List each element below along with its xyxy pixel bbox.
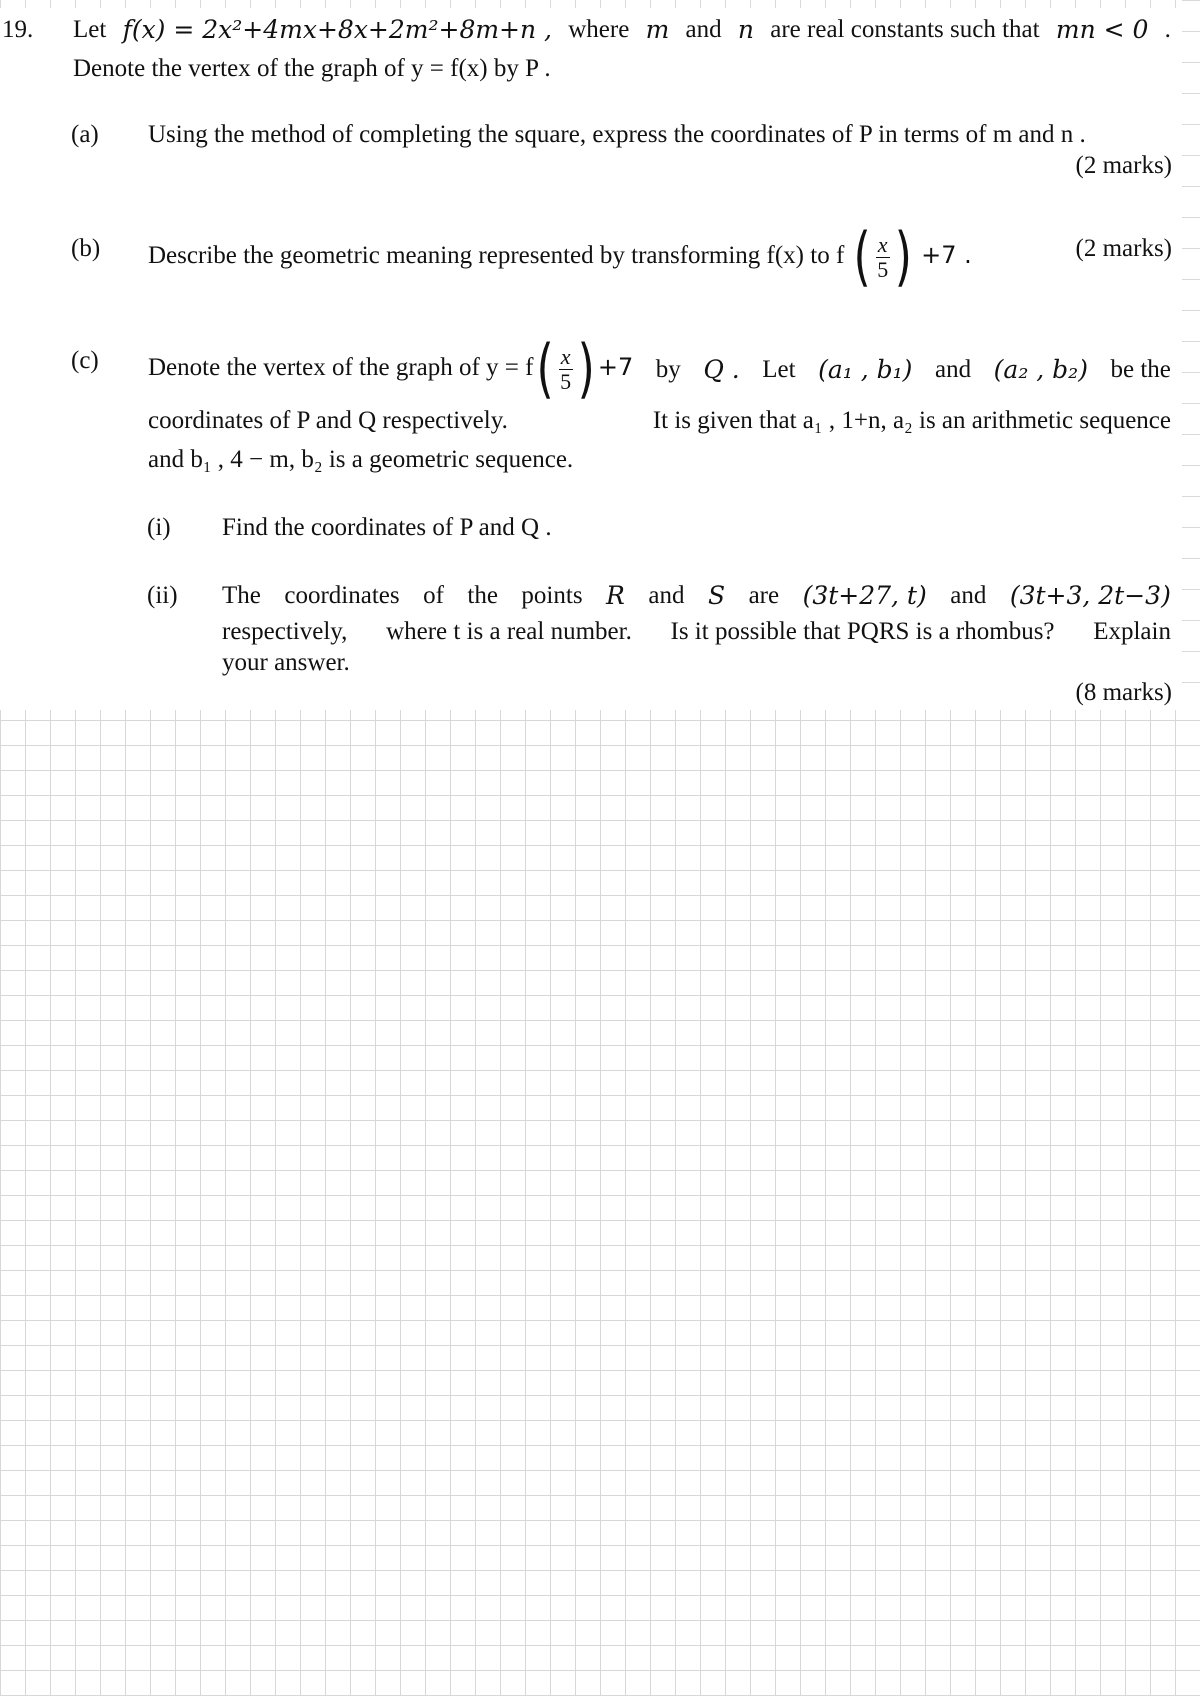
left-parenthesis: (: [536, 331, 554, 406]
fraction: [555, 346, 577, 393]
page-right-margin-ticks: [1182, 0, 1200, 710]
part-c-marks: (8 marks): [1075, 679, 1172, 706]
part-b-label: (b): [71, 235, 101, 262]
fraction-denominator: 5: [877, 257, 889, 282]
part-c-word-be-the: be the: [1110, 355, 1171, 383]
part-c-ii-line-2: [222, 617, 1171, 647]
fraction-denominator: 5: [560, 369, 572, 394]
intro-word-and: and: [685, 16, 722, 43]
point-s-label: S: [707, 581, 726, 610]
ii-word-the-second: the: [467, 582, 498, 609]
part-c-line2-right: It is given that a₁ , 1+n, a₂ is an arithmetic sequence: [652, 407, 1171, 434]
part-c-i-text: Find the coordinates of P and Q .: [222, 514, 552, 541]
part-c-coordinates-p: (a₁ , b₁): [818, 354, 913, 384]
point-r-coordinates: (3t+27, t): [802, 581, 927, 610]
intro-period: .: [1164, 16, 1171, 43]
intro-word-let: Let: [73, 16, 107, 43]
part-c-i-label: (i): [147, 514, 171, 541]
point-s-coordinates: (3t+3, 2t−3): [1009, 581, 1171, 610]
ii-word-the: The: [222, 582, 261, 609]
question-intro-line-1: [73, 15, 1171, 45]
fraction-numerator: x: [560, 344, 571, 369]
part-c-word-let: Let: [762, 355, 796, 383]
ii-word-of: of: [423, 582, 444, 609]
part-c-line2-left: coordinates of P and Q respectively.: [148, 407, 508, 434]
part-a-marks: (2 marks): [1075, 152, 1172, 179]
part-b-text: [148, 219, 972, 294]
part-c-plus-seven: +7: [597, 353, 634, 382]
ii-word-and: and: [648, 582, 685, 609]
part-c-fraction-group: [536, 331, 596, 406]
part-c-ii-line-1: [222, 581, 1171, 611]
ii-where-clause: where t is a real number.: [386, 618, 632, 645]
intro-word-where: where: [568, 16, 630, 43]
part-c-line-1: [148, 331, 1171, 406]
ii-rhombus-question: Is it possible that PQRS is a rhombus?: [670, 618, 1055, 645]
part-c-vertex-q: Q .: [703, 354, 740, 384]
ii-word-points: points: [521, 582, 583, 609]
condition-mn: mn < 0: [1055, 15, 1149, 44]
right-parenthesis: ): [577, 331, 595, 406]
part-c-line-2: [148, 406, 1171, 436]
part-c-coordinates-q: (a₂ , b₂): [993, 354, 1088, 384]
left-parenthesis: (: [853, 219, 871, 294]
question-number: 19.: [2, 16, 34, 43]
question-sheet: [0, 0, 1200, 710]
fraction-numerator: x: [877, 232, 888, 257]
part-c-label: (c): [71, 347, 99, 374]
part-b-text-before: Describe the geometric meaning represented by transforming f(x) to f: [148, 242, 845, 270]
ii-word-are: are: [748, 582, 780, 609]
part-c-line-3: and b₁ , 4 − m, b₂ is a geometric sequence.: [148, 446, 574, 473]
question-intro-line-2: Denote the vertex of the graph of y = f(x) by P .: [73, 55, 551, 82]
intro-variable-n: n: [737, 15, 755, 44]
part-c-ii-line-3: your answer.: [222, 649, 350, 676]
part-c-word-by: by: [655, 355, 681, 383]
function-definition: f(x) = 2x²+4mx+8x+2m²+8m+n ,: [122, 15, 552, 44]
right-parenthesis: ): [894, 219, 912, 294]
ii-word-explain: Explain: [1093, 618, 1171, 645]
part-b-marks: (2 marks): [1075, 235, 1172, 262]
ii-word-and-second: and: [950, 582, 987, 609]
part-a-text: Using the method of completing the square, express the coordinates of P in terms of m and n .: [148, 121, 1086, 148]
intro-constant-text: are real constants such that: [770, 16, 1040, 43]
part-c-line1-before: [148, 331, 634, 406]
part-b-fraction-group: [853, 219, 913, 294]
part-c-word-and: and: [935, 355, 972, 383]
page-top-ticks: [0, 0, 1200, 8]
part-a-label: (a): [71, 121, 99, 148]
point-r-label: R: [606, 581, 625, 610]
ii-word-respectively: respectively,: [222, 618, 348, 645]
part-b-text-after: +7 .: [921, 241, 972, 270]
part-c-line1-before-text: Denote the vertex of the graph of y = f: [148, 354, 534, 382]
fraction: [872, 234, 894, 281]
part-c-ii-label: (ii): [147, 582, 178, 609]
intro-variable-m: m: [645, 15, 670, 44]
ii-word-coordinates: coordinates: [284, 582, 400, 609]
